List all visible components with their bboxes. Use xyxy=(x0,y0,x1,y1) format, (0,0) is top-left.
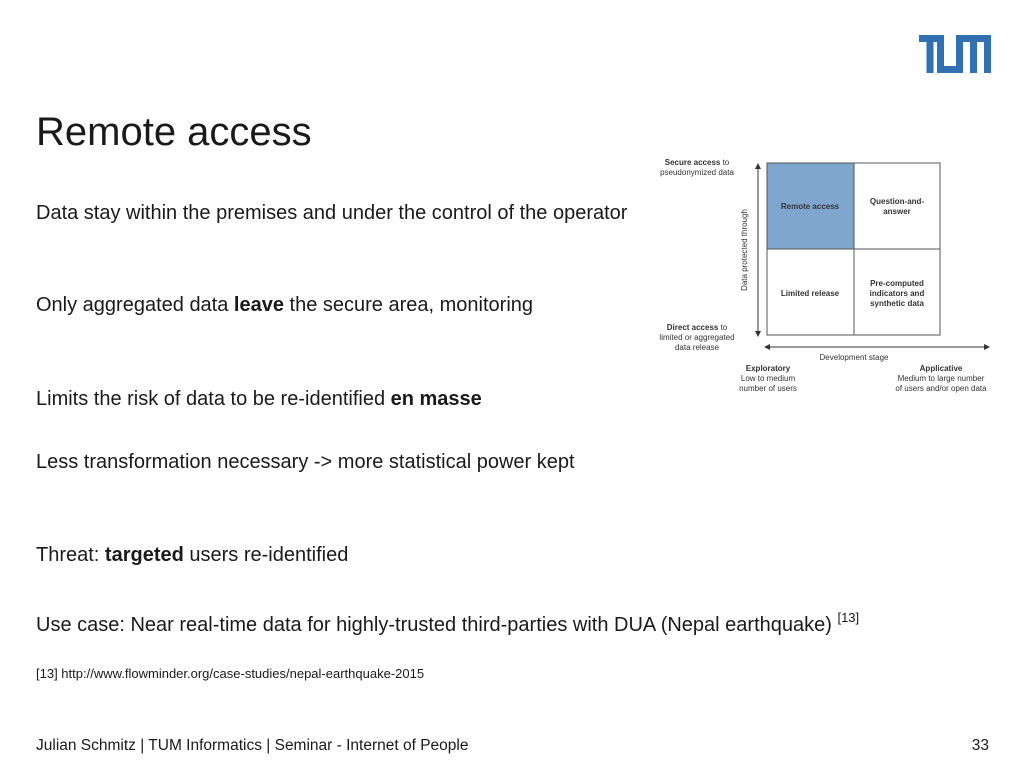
secure-access-label-line2: pseudonymized data xyxy=(660,168,734,177)
cell-pre-computed-line3: synthetic data xyxy=(870,299,924,308)
applicative-line1: Medium to large number xyxy=(897,374,985,383)
tum-logo xyxy=(919,35,991,73)
bullet-threat-suffix: users re-identified xyxy=(183,544,349,566)
bullet-aggregated-bold: leave xyxy=(233,294,284,316)
cell-pre-computed-line2: indicators and xyxy=(869,289,925,298)
applicative-title: Applicative xyxy=(919,364,963,373)
applicative-line2: of users and/or open data xyxy=(895,384,987,393)
bullet-threat xyxy=(36,540,348,571)
secure-access-label: Secure access to xyxy=(664,158,730,167)
bullet-threat-bold: targeted xyxy=(104,544,184,566)
bullet-aggregated xyxy=(36,290,533,321)
bullet-risk xyxy=(36,384,482,415)
cell-question-answer xyxy=(854,163,940,249)
bullet-aggregated-prefix: Only aggregated data xyxy=(36,294,234,316)
bullet-use-case-text: Use case: Near real-time data for highly-trusted third-parties with DUA (Nepal earthquake) xyxy=(36,614,838,636)
cell-question-answer-line1: Question-and- xyxy=(869,197,925,206)
bullet-transformation: Less transformation necessary -> more statistical power kept xyxy=(36,451,575,473)
exploratory-line1: Low to medium xyxy=(740,374,796,383)
x-axis-label: Development stage xyxy=(819,353,889,362)
direct-access-label-line2: limited or aggregated xyxy=(659,333,735,342)
exploratory-line2: number of users xyxy=(739,384,797,393)
access-matrix-diagram xyxy=(650,150,995,400)
cell-limited-release-label: Limited release xyxy=(780,289,840,298)
bullet-premises: Data stay within the premises and under the control of the operator xyxy=(36,202,628,224)
cell-question-answer-line2: answer xyxy=(883,207,911,216)
bullet-threat-prefix: Threat: xyxy=(36,544,105,566)
bullet-use-case xyxy=(36,602,859,641)
direct-access-label-line3: data release xyxy=(674,343,720,352)
bullet-risk-prefix: Limits the risk of data to be re-identified xyxy=(36,388,391,410)
exploratory-title: Exploratory xyxy=(745,364,791,373)
cell-pre-computed-line1: Pre-computed xyxy=(870,279,924,288)
reference-link: [13] http://www.flowminder.org/case-studies/nepal-earthquake-2015 xyxy=(36,666,425,681)
y-axis-label: Data protected through xyxy=(740,209,749,291)
bullet-risk-bold: en masse xyxy=(390,388,482,410)
bullet-aggregated-suffix: the secure area, monitoring xyxy=(283,294,534,316)
page-title: Remote access xyxy=(36,110,312,154)
page-number: 33 xyxy=(971,737,989,754)
cell-remote-access-label: Remote access xyxy=(780,202,840,211)
direct-access-label: Direct access to xyxy=(666,323,728,332)
footer-credits: Julian Schmitz | TUM Informatics | Seminar - Internet of People xyxy=(36,737,469,754)
citation-marker: [13] xyxy=(837,610,860,625)
